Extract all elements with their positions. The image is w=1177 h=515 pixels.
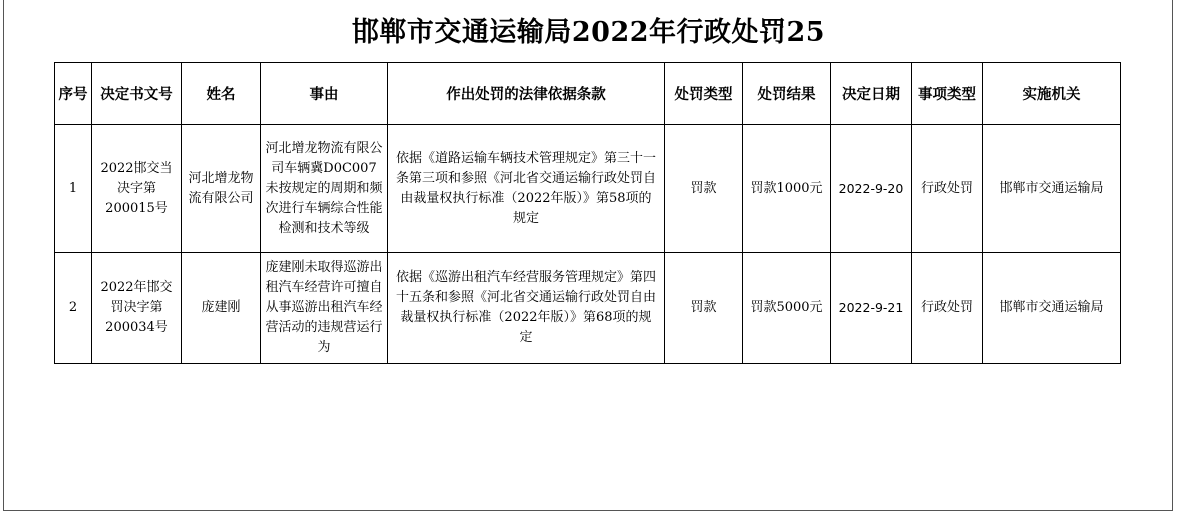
header-reason: 事由 <box>261 63 388 125</box>
header-no: 序号 <box>55 63 92 125</box>
cell-penalty-type: 罚款 <box>665 125 743 253</box>
cell-reason <box>261 253 388 364</box>
cell-name <box>182 125 261 253</box>
page-title: 邯郸市交通运输局2022年行政处罚25 <box>351 17 826 48</box>
header-item-type: 事项类型 <box>912 63 983 125</box>
cell-agency-text: 邯郸市交通运输局 <box>999 180 1104 196</box>
cell-reason-text: 庞建刚未取得巡游出租汽车经营许可擅自从事巡游出租汽车经营活动的违规营运行为 <box>265 260 383 355</box>
cell-no: 2 <box>55 253 92 364</box>
header-name: 姓名 <box>182 63 261 125</box>
cell-name-text: 河北增龙物流有限公司 <box>188 170 254 206</box>
header-penalty-result: 处罚结果 <box>743 63 831 125</box>
cell-legal-basis-text: 依据《巡游出租汽车经营服务管理规定》第四十五条和参照《河北省交通运输行政处罚自由裁量权执行标准（2022年版）》第68项的规定 <box>395 270 656 345</box>
cell-penalty-result: 罚款1000元 <box>743 125 831 253</box>
header-decision-date: 决定日期 <box>831 63 912 125</box>
cell-reason <box>261 125 388 253</box>
cell-doc-number-text: 2022邯交当决字第200015号 <box>100 160 173 216</box>
table-header-row <box>55 63 1121 125</box>
cell-doc-number <box>92 125 182 253</box>
cell-agency <box>983 253 1121 364</box>
cell-penalty-type: 罚款 <box>665 253 743 364</box>
cell-agency <box>983 125 1121 253</box>
header-doc-number: 决定书文号 <box>92 63 182 125</box>
cell-name-text: 庞建刚 <box>201 300 241 315</box>
cell-item-type: 行政处罚 <box>912 125 983 253</box>
table-row <box>55 125 1121 253</box>
table-row <box>55 253 1121 364</box>
cell-decision-date: 2022-9-20 <box>831 125 912 253</box>
header-agency: 实施机关 <box>983 63 1121 125</box>
cell-agency-text: 邯郸市交通运输局 <box>999 300 1104 315</box>
penalty-table <box>54 62 1121 364</box>
cell-decision-date: 2022-9-21 <box>831 253 912 364</box>
cell-doc-number <box>92 253 182 364</box>
cell-penalty-result: 罚款5000元 <box>743 253 831 364</box>
cell-legal-basis-text: 依据《道路运输车辆技术管理规定》第三十一条第三项和参照《河北省交通运输行政处罚自由裁量权执行标准（2022年版）》第58项的规定 <box>395 150 656 226</box>
cell-item-type: 行政处罚 <box>912 253 983 364</box>
cell-doc-number-text: 2022年邯交罚决字第200034号 <box>100 280 173 335</box>
cell-no: 1 <box>55 125 92 253</box>
cell-legal-basis <box>388 125 665 253</box>
header-penalty-type: 处罚类型 <box>665 63 743 125</box>
cell-name <box>182 253 261 364</box>
header-legal-basis: 作出处罚的法律依据条款 <box>388 63 665 125</box>
cell-legal-basis <box>388 253 665 364</box>
cell-reason-text: 河北增龙物流有限公司车辆冀D0C007未按规定的周期和频次进行车辆综合性能检测和技术等级 <box>265 140 383 236</box>
